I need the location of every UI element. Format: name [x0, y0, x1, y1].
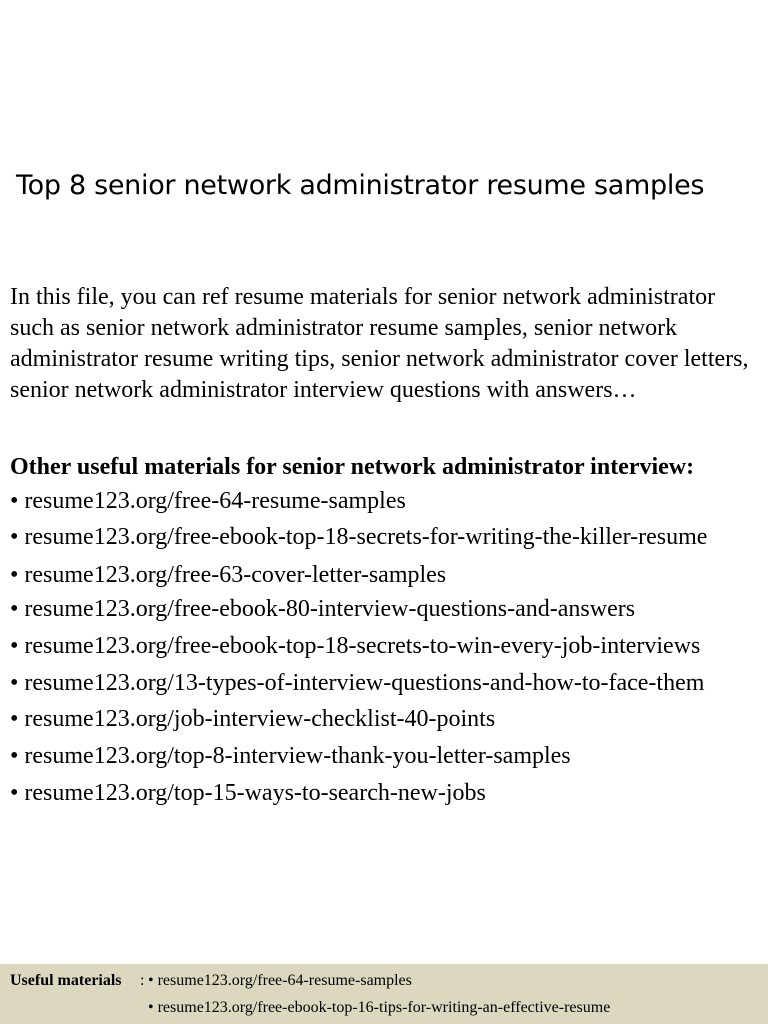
materials-link[interactable]: • resume123.org/free-ebook-top-18-secrets-for-writing-the-killer-resume [10, 524, 708, 550]
footer-link[interactable]: • resume123.org/free-ebook-top-16-tips-for-writing-an-effective-resume [148, 999, 611, 1016]
materials-link[interactable]: • resume123.org/13-types-of-interview-questions-and-how-to-face-them [10, 670, 705, 696]
intro-paragraph: In this file, you can ref resume materials for senior network administrator such as senior network administrator resume samples, senior network administrator resume writing tips, senior network administrator cover letters, senior network administrator interview questions with answers… [10, 284, 749, 403]
materials-link[interactable]: • resume123.org/free-ebook-top-18-secrets-to-win-every-job-interviews [10, 633, 701, 659]
footer-colon: : [140, 972, 145, 989]
footer-link[interactable]: • resume123.org/free-64-resume-samples [148, 972, 412, 989]
materials-link[interactable]: • resume123.org/top-8-interview-thank-you-letter-samples [10, 743, 571, 769]
materials-link[interactable]: • resume123.org/free-63-cover-letter-samples [10, 562, 447, 588]
materials-link[interactable]: • resume123.org/job-interview-checklist-40-points [10, 706, 496, 732]
materials-link[interactable]: • resume123.org/free-64-resume-samples [10, 488, 406, 514]
materials-link[interactable]: • resume123.org/top-15-ways-to-search-new-jobs [10, 780, 486, 806]
materials-heading: Other useful materials for senior network administrator interview: [10, 454, 695, 480]
materials-link[interactable]: • resume123.org/free-ebook-80-interview-questions-and-answers [10, 596, 636, 622]
page-title: Top 8 senior network administrator resume samples [16, 170, 705, 201]
footer-bar [0, 964, 768, 1024]
footer-label: Useful materials [10, 972, 122, 989]
